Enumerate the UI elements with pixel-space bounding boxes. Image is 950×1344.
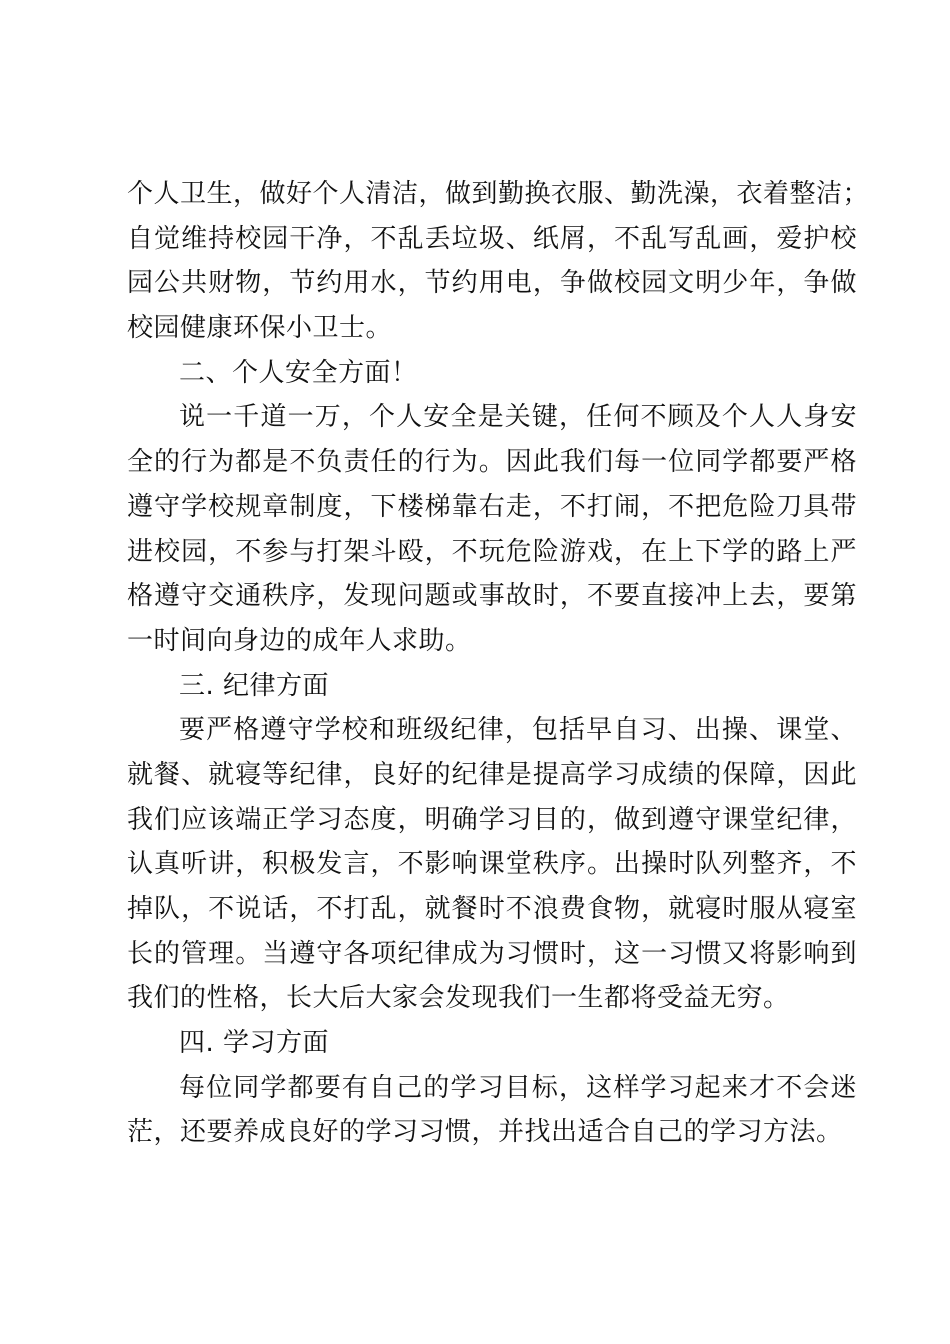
section-heading: 四. 学习方面	[179, 1028, 330, 1059]
section-heading: 二、个人安全方面！	[179, 357, 418, 388]
body-line: 就餐、就寝等纪律，良好的纪律是提高学习成绩的保障，因此	[127, 759, 857, 790]
section-heading: 三. 纪律方面	[179, 670, 330, 701]
document-body	[127, 172, 870, 1155]
body-line: 全的行为都是不负责任的行为。因此我们每一位同学都要严格	[127, 447, 857, 478]
body-line: 个人卫生，做好个人清洁，做到勤换衣服、勤洗澡，衣着整洁；	[127, 179, 870, 209]
body-line: 每位同学都要有自己的学习目标，这样学习起来才不会迷	[179, 1072, 857, 1103]
body-line: 我们的性格，长大后大家会发现我们一生都将受益无穷。	[127, 983, 790, 1014]
body-line: 园公共财物，节约用水，节约用电，争做校园文明少年，争做	[127, 268, 857, 299]
body-line: 遵守学校规章制度，下楼梯靠右走，不打闹，不把危险刀具带	[127, 491, 857, 522]
body-line: 长的管理。当遵守各项纪律成为习惯时，这一习惯又将影响到	[127, 938, 857, 969]
body-line: 校园健康环保小卫士。	[127, 313, 393, 344]
body-line: 我们应该端正学习态度，明确学习目的，做到遵守课堂纪律，	[127, 804, 857, 835]
body-line: 茫，还要养成良好的学习习惯，并找出适合自己的学习方法。	[127, 1117, 843, 1148]
body-line: 一时间向身边的成年人求助。	[127, 625, 472, 656]
body-line: 进校园，不参与打架斗殴，不玩危险游戏，在上下学的路上严	[127, 536, 857, 567]
body-line: 认真听讲，积极发言，不影响课堂秩序。出操时队列整齐，不	[127, 849, 857, 880]
body-line: 要严格遵守学校和班级纪律，包括早自习、出操、课堂、	[179, 715, 857, 746]
body-line: 自觉维持校园干净，不乱丢垃圾、纸屑，不乱写乱画，爱护校	[127, 223, 857, 254]
body-line: 说一千道一万，个人安全是关键，任何不顾及个人人身安	[179, 402, 857, 433]
body-line: 格遵守交通秩序，发现问题或事故时，不要直接冲上去，要第	[127, 581, 857, 612]
body-line: 掉队，不说话，不打乱，就餐时不浪费食物，就寝时服从寝室	[127, 894, 857, 924]
